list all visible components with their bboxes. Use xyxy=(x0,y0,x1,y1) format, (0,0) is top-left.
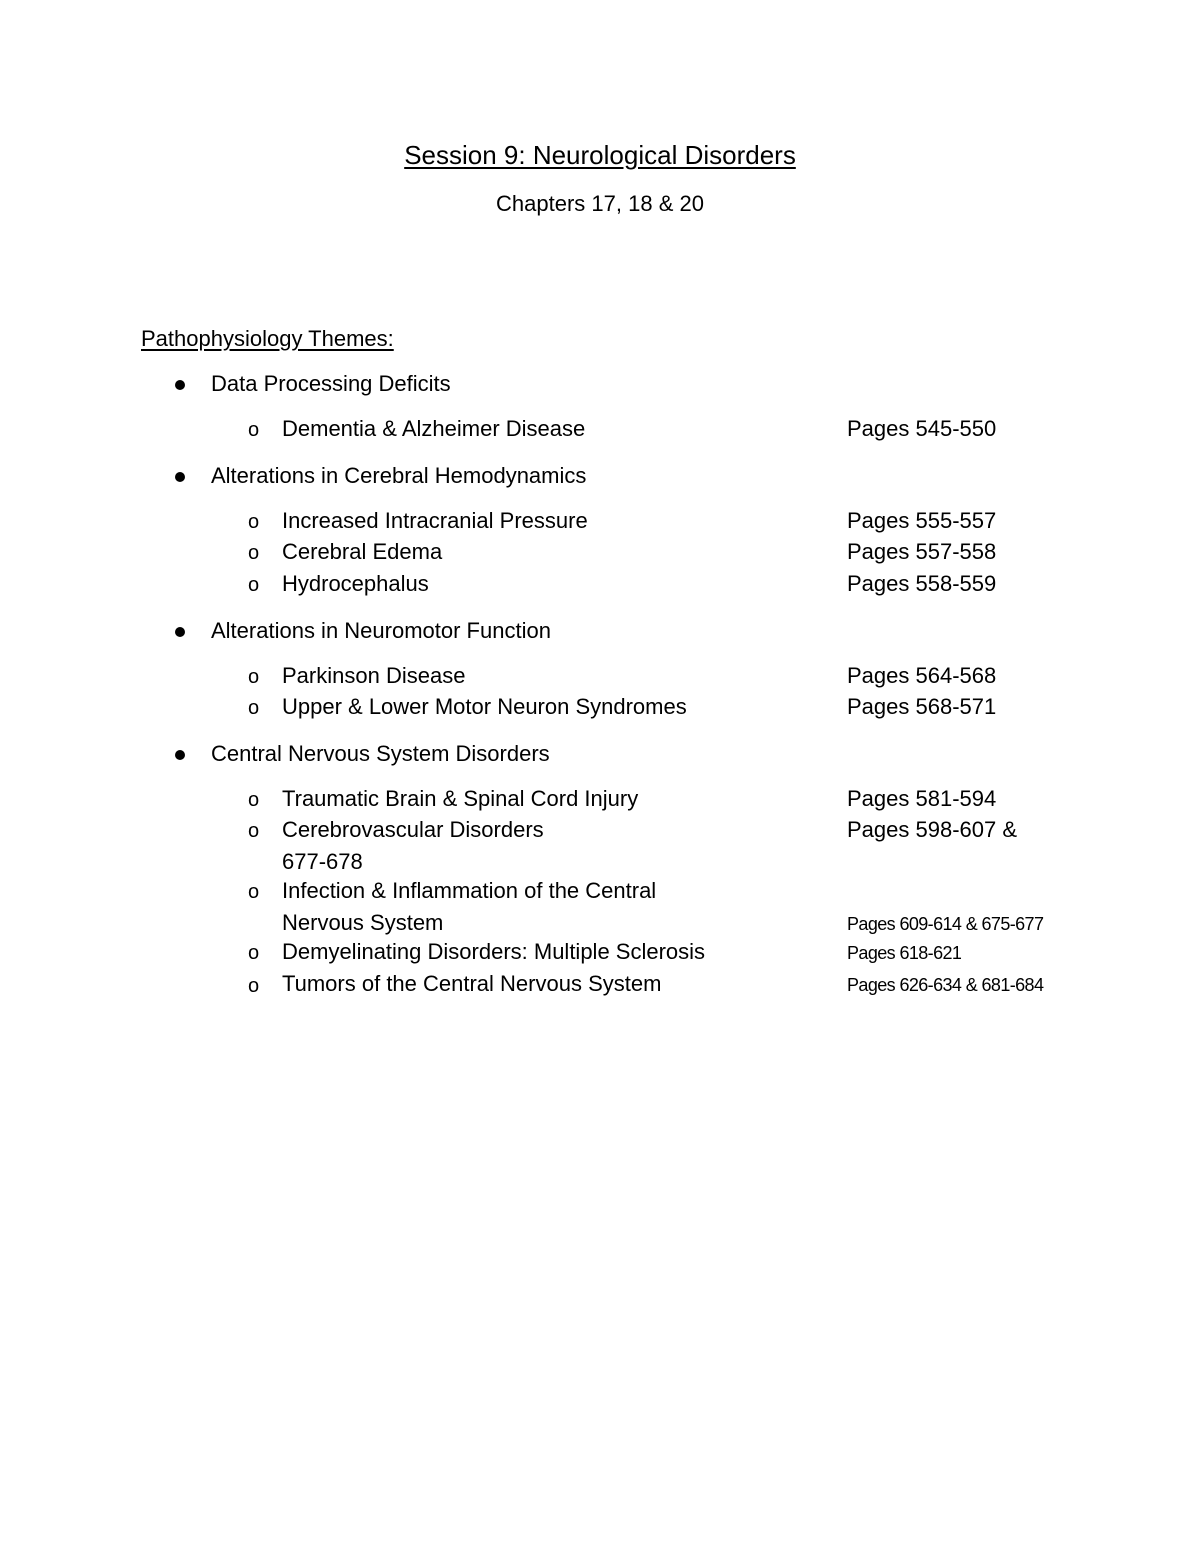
topic-pages: Pages 598-607 & xyxy=(847,817,1018,842)
page-subtitle: Chapters 17, 18 & 20 xyxy=(496,191,704,216)
topic-item: Upper & Lower Motor Neuron Syndromes xyxy=(282,694,687,719)
topic-item: Demyelinating Disorders: Multiple Sclerosis xyxy=(282,939,706,964)
bullet-icon xyxy=(175,472,185,482)
page-title: Session 9: Neurological Disorders xyxy=(404,140,796,170)
topic-pages: Pages 581-594 xyxy=(847,786,997,811)
topic-pages-continuation: 677-678 xyxy=(282,849,363,874)
topic-pages: Pages 545-550 xyxy=(847,416,997,441)
sub-bullet-icon: o xyxy=(248,666,260,688)
topic-pages: Pages 626-634 & 681-684 xyxy=(847,975,1044,995)
topic-pages: Pages 609-614 & 675-677 xyxy=(847,914,1044,934)
topic-pages: Pages 618-621 xyxy=(847,943,962,963)
sub-bullet-icon: o xyxy=(248,975,260,997)
sub-bullet-icon: o xyxy=(248,419,260,441)
sub-bullet-icon: o xyxy=(248,542,260,564)
bullet-icon xyxy=(175,627,185,637)
topic-pages: Pages 564-568 xyxy=(847,663,997,688)
topic-item: Parkinson Disease xyxy=(282,663,466,688)
sub-bullet-icon: o xyxy=(248,942,260,964)
topic-pages: Pages 568-571 xyxy=(847,694,997,719)
theme-heading: Data Processing Deficits xyxy=(211,371,451,396)
topic-item: Dementia & Alzheimer Disease xyxy=(282,416,586,441)
topic-pages: Pages 557-558 xyxy=(847,539,997,564)
theme-heading: Alterations in Cerebral Hemodynamics xyxy=(211,463,587,488)
theme-heading: Alterations in Neuromotor Function xyxy=(211,618,551,643)
sub-bullet-icon: o xyxy=(248,789,260,811)
sub-bullet-icon: o xyxy=(248,820,260,842)
bullet-icon xyxy=(175,750,185,760)
sub-bullet-icon: o xyxy=(248,881,260,903)
sub-bullet-icon: o xyxy=(248,511,260,533)
sub-bullet-icon: o xyxy=(248,697,260,719)
themes-heading: Pathophysiology Themes: xyxy=(141,326,394,351)
topic-item: Cerebrovascular Disorders xyxy=(282,817,544,842)
topic-item: Cerebral Edema xyxy=(282,539,443,564)
theme-heading: Central Nervous System Disorders xyxy=(211,741,550,766)
topic-item: Increased Intracranial Pressure xyxy=(282,508,588,533)
topic-item: Tumors of the Central Nervous System xyxy=(282,971,662,996)
topic-item: Infection & Inflammation of the Central xyxy=(282,878,657,903)
bullet-icon xyxy=(175,380,185,390)
sub-bullet-icon: o xyxy=(248,574,260,596)
topic-item: Traumatic Brain & Spinal Cord Injury xyxy=(282,786,639,811)
topic-item-line2: Nervous System xyxy=(282,910,444,935)
topic-pages: Pages 555-557 xyxy=(847,508,997,533)
topic-item: Hydrocephalus xyxy=(282,571,429,596)
topic-pages: Pages 558-559 xyxy=(847,571,997,596)
